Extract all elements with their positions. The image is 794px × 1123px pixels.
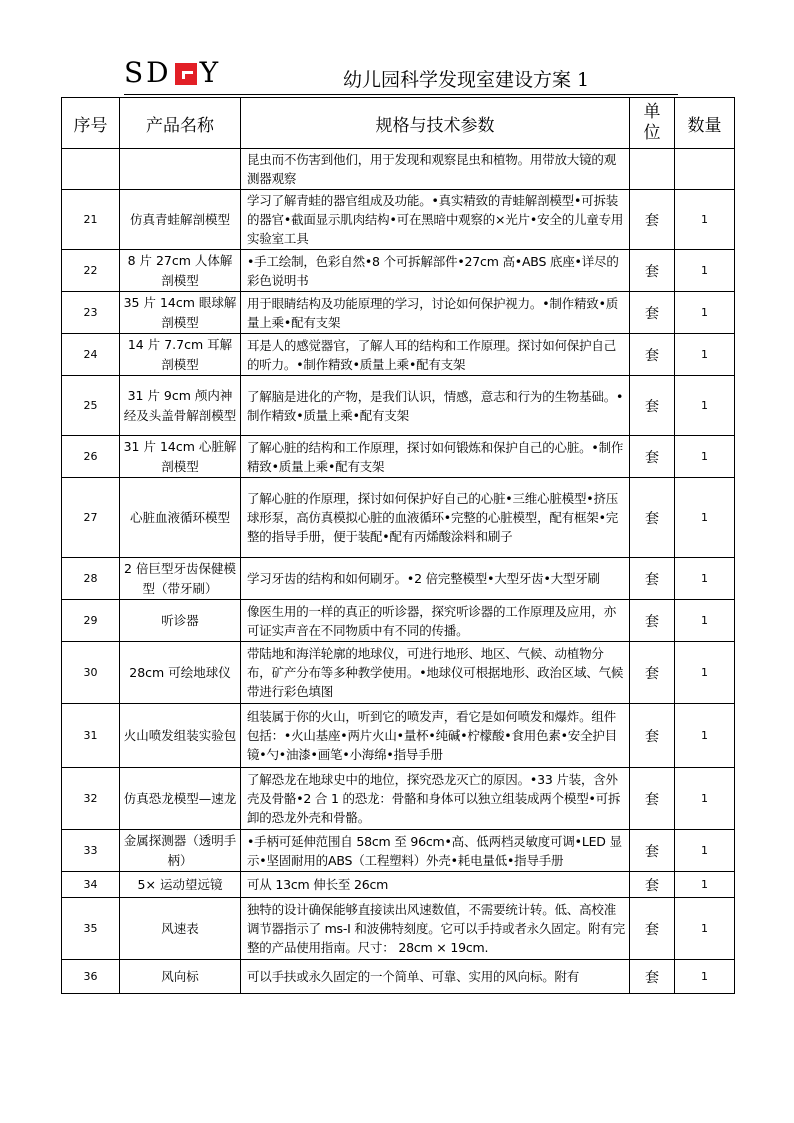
cell-qty: 1	[675, 292, 735, 334]
cell-no: 25	[62, 376, 120, 436]
cell-no: 32	[62, 768, 120, 830]
cell-spec: 昆虫而不伤害到他们，用于发现和观察昆虫和植物。用带放大镜的观测器观察	[241, 149, 630, 190]
table-row	[62, 334, 735, 376]
cell-product-name: 心脏血液循环模型	[120, 478, 241, 558]
table-header-row	[62, 98, 735, 149]
table-row	[62, 149, 735, 190]
cell-qty: 1	[675, 600, 735, 642]
logo-mark-icon	[175, 61, 197, 85]
logo-text-left: SD	[124, 56, 172, 89]
header-rule	[124, 94, 678, 95]
cell-spec: 学习牙齿的结构和如何刷牙。•2 倍完整模型•大型牙齿•大型牙刷	[241, 558, 630, 600]
cell-product-name: 31 片 14cm 心脏解剖模型	[120, 436, 241, 478]
cell-spec: 带陆地和海洋轮廓的地球仪，可进行地形、地区、气候、动植物分布，矿产分布等多种教学使用。•地球仪可根据地形、政治区域、气候带进行彩色填图	[241, 642, 630, 704]
cell-spec: 了解恐龙在地球史中的地位，探究恐龙灭亡的原因。•33 片装，含外壳及骨骼•2 合 1 的恐龙：骨骼和身体可以独立组装成两个模型•可拆卸的恐龙外壳和骨骼。	[241, 768, 630, 830]
cell-spec: 学习了解青蛙的器官组成及功能。•真实精致的青蛙解剖模型•可拆装的器官•截面显示肌肉结构•可在黑暗中观察的×光片•安全的儿童专用实验室工具	[241, 190, 630, 250]
cell-spec: 了解脑是进化的产物，是我们认识，情感，意志和行为的生物基础。•制作精致•质量上乘•配有支架	[241, 376, 630, 436]
cell-product-name: 35 片 14cm 眼球解剖模型	[120, 292, 241, 334]
cell-qty: 1	[675, 898, 735, 960]
table-row	[62, 250, 735, 292]
cell-product-name: 28cm 可绘地球仪	[120, 642, 241, 704]
cell-spec: 像医生用的一样的真正的听诊器，探究听诊器的工作原理及应用，亦可证实声音在不同物质中有不同的传播。	[241, 600, 630, 642]
cell-product-name	[120, 149, 241, 190]
cell-qty: 1	[675, 960, 735, 994]
cell-unit: 套	[630, 334, 675, 376]
cell-product-name: 仿真恐龙模型—速龙	[120, 768, 241, 830]
cell-qty: 1	[675, 478, 735, 558]
col-header-qty: 数量	[675, 98, 735, 149]
cell-spec: 用于眼睛结构及功能原理的学习，讨论如何保护视力。•制作精致•质量上乘•配有支架	[241, 292, 630, 334]
cell-product-name: 风速表	[120, 898, 241, 960]
table-row	[62, 292, 735, 334]
table-row	[62, 478, 735, 558]
cell-no: 24	[62, 334, 120, 376]
cell-no: 26	[62, 436, 120, 478]
cell-no: 21	[62, 190, 120, 250]
cell-unit: 套	[630, 292, 675, 334]
cell-qty: 1	[675, 190, 735, 250]
cell-no: 27	[62, 478, 120, 558]
cell-qty: 1	[675, 436, 735, 478]
cell-no: 36	[62, 960, 120, 994]
cell-unit: 套	[630, 960, 675, 994]
cell-product-name: 5× 运动望远镜	[120, 872, 241, 898]
table-row	[62, 190, 735, 250]
cell-qty: 1	[675, 704, 735, 768]
cell-spec: •手柄可延伸范围自 58cm 至 96cm•高、低两档灵敏度可调•LED 显示•坚固耐用的ABS（工程塑料）外壳•耗电量低•指导手册	[241, 830, 630, 872]
table-row	[62, 642, 735, 704]
cell-no: 35	[62, 898, 120, 960]
logo-text-right: Y	[199, 56, 222, 89]
table-row	[62, 872, 735, 898]
cell-spec: 耳是人的感觉器官，了解人耳的结构和工作原理。探讨如何保护自己的听力。•制作精致•质量上乘•配有支架	[241, 334, 630, 376]
cell-product-name: 风向标	[120, 960, 241, 994]
table-row	[62, 898, 735, 960]
cell-unit: 套	[630, 600, 675, 642]
col-header-unit	[630, 98, 675, 149]
product-table	[61, 97, 735, 994]
cell-spec: 可以手扶或永久固定的一个简单、可靠、实用的风向标。附有	[241, 960, 630, 994]
document-title: 幼儿园科学发现室建设方案 1	[343, 69, 590, 91]
cell-unit: 套	[630, 376, 675, 436]
cell-unit: 套	[630, 250, 675, 292]
table-row	[62, 600, 735, 642]
col-header-unit-text: 单 位	[643, 102, 661, 143]
cell-no: 22	[62, 250, 120, 292]
cell-product-name: 金属探测器（透明手柄）	[120, 830, 241, 872]
cell-spec: 独特的设计确保能够直接读出风速数值，不需要统计转。低、高校准调节器指示了 ms-I 和波佛特刻度。它可以手持或者永久固定。附有完整的产品使用指南。尺寸： 28cm × 19cm.	[241, 898, 630, 960]
cell-no: 29	[62, 600, 120, 642]
cell-qty: 1	[675, 642, 735, 704]
table-row	[62, 436, 735, 478]
cell-spec: 了解心脏的结构和工作原理，探讨如何锻炼和保护自己的心脏。•制作精致•质量上乘•配有支架	[241, 436, 630, 478]
cell-qty: 1	[675, 376, 735, 436]
cell-unit: 套	[630, 642, 675, 704]
cell-unit	[630, 149, 675, 190]
cell-qty	[675, 149, 735, 190]
cell-no: 34	[62, 872, 120, 898]
cell-unit: 套	[630, 436, 675, 478]
cell-unit: 套	[630, 830, 675, 872]
cell-spec: 可从 13cm 伸长至 26cm	[241, 872, 630, 898]
cell-qty: 1	[675, 872, 735, 898]
cell-product-name: 8 片 27cm 人体解剖模型	[120, 250, 241, 292]
cell-spec: •手工绘制，色彩自然•8 个可拆解部件•27cm 高•ABS 底座•详尽的彩色说明书	[241, 250, 630, 292]
cell-unit: 套	[630, 478, 675, 558]
cell-spec: 了解心脏的作原理，探讨如何保护好自己的心脏•三维心脏模型•挤压球形泵，高仿真模拟心脏的血液循环•完整的心脏模型，配有框架•完整的指导手册，便于装配•配有丙烯酸涂料和刷子	[241, 478, 630, 558]
cell-qty: 1	[675, 250, 735, 292]
cell-unit: 套	[630, 768, 675, 830]
cell-unit: 套	[630, 190, 675, 250]
col-header-spec: 规格与技术参数	[241, 98, 630, 149]
table-row	[62, 768, 735, 830]
cell-qty: 1	[675, 334, 735, 376]
cell-no: 31	[62, 704, 120, 768]
cell-qty: 1	[675, 558, 735, 600]
col-header-no: 序号	[62, 98, 120, 149]
cell-no: 30	[62, 642, 120, 704]
cell-unit: 套	[630, 872, 675, 898]
company-logo	[124, 56, 221, 90]
cell-qty: 1	[675, 768, 735, 830]
cell-product-name: 仿真青蛙解剖模型	[120, 190, 241, 250]
cell-product-name: 2 倍巨型牙齿保健模型（带牙刷）	[120, 558, 241, 600]
cell-spec: 组装属于你的火山，听到它的喷发声，看它是如何喷发和爆炸。组件包括：•火山基座•两片火山•量杯•纯碱•柠檬酸•食用色素•安全护目镜•勺•油漆•画笔•小海绵•指导手册	[241, 704, 630, 768]
cell-qty: 1	[675, 830, 735, 872]
cell-unit: 套	[630, 704, 675, 768]
cell-product-name: 火山喷发组装实验包	[120, 704, 241, 768]
cell-no	[62, 149, 120, 190]
table-row	[62, 704, 735, 768]
cell-no: 23	[62, 292, 120, 334]
table-row	[62, 830, 735, 872]
cell-unit: 套	[630, 898, 675, 960]
table-row	[62, 558, 735, 600]
cell-product-name: 听诊器	[120, 600, 241, 642]
cell-unit: 套	[630, 558, 675, 600]
table-row	[62, 960, 735, 994]
cell-product-name: 14 片 7.7cm 耳解剖模型	[120, 334, 241, 376]
col-header-name: 产品名称	[120, 98, 241, 149]
cell-no: 33	[62, 830, 120, 872]
cell-no: 28	[62, 558, 120, 600]
cell-product-name: 31 片 9cm 颅内神经及头盖骨解剖模型	[120, 376, 241, 436]
table-row	[62, 376, 735, 436]
